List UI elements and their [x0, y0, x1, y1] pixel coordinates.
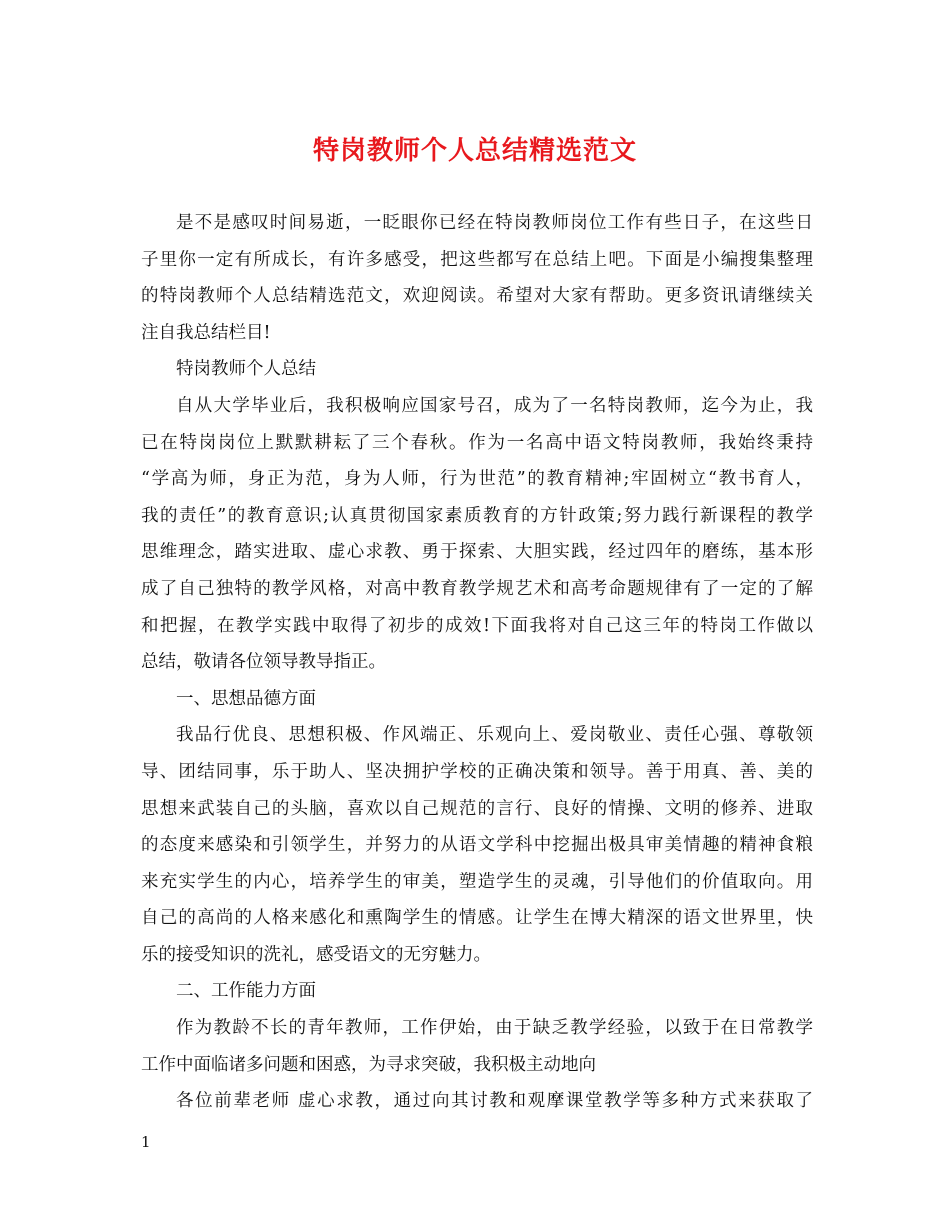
text-line: 是不是感叹时间易逝，一眨眼你已经在特岗教师岗位工作有些日子，在这些日 — [176, 213, 813, 233]
text-line: 已在特岗岗位上默默耕耘了三个春秋。作为一名高中语文特岗教师，我始终秉持 — [141, 432, 813, 453]
document-title: 特岗教师个人总结精选范文 — [312, 136, 637, 166]
text-line: 我的责任”的教育意识;认真贯彻国家素质教育的方针政策;努力践行新课程的教学 — [141, 505, 813, 526]
text-line: 来充实学生的内心，培养学生的审美，塑造学生的灵魂，引导他们的价值取向。用 — [141, 871, 813, 892]
text-line: 自己的高尚的人格来感化和熏陶学生的情感。让学生在博大精深的语文世界里，快 — [141, 908, 813, 929]
text-line: 成了自己独特的教学风格，对高中教育教学规艺术和高考命题规律有了一定的了解 — [141, 578, 813, 599]
text-line: 一、思想品德方面 — [176, 688, 316, 709]
text-line: 导、团结同事，乐于助人、坚决拥护学校的正确决策和领导。善于用真、善、美的 — [141, 761, 813, 782]
text-line: “学高为师，身正为范，身为人师，行为世范”的教育精神;牢固树立“教书育人， — [141, 469, 813, 490]
text-line: 作为教龄不长的青年教师，工作伊始，由于缺乏教学经验，以致于在日常教学 — [176, 1018, 813, 1039]
text-line: 注自我总结栏目! — [141, 322, 271, 343]
text-line: 思维理念，踏实进取、虚心求教、勇于探索、大胆实践，经过四年的磨练，基本形 — [141, 542, 813, 563]
page-number: 1 — [141, 1133, 151, 1151]
text-line: 总结，敬请各位领导教导指正。 — [141, 652, 386, 673]
text-line: 子里你一定有所成长，有许多感受，把这些都写在总结上吧。下面是小编搜集整理 — [141, 249, 813, 270]
document-body — [141, 205, 813, 1120]
text-line: 乐的接受知识的洗礼，感受语文的无穷魅力。 — [141, 944, 491, 965]
text-line: 自从大学毕业后，我积极响应国家号召，成为了一名特岗教师，迄今为止，我 — [176, 395, 813, 416]
text-line: 的态度来感染和引领学生，并努力的从语文学科中挖掘出极具审美情趣的精神食粮 — [141, 835, 813, 856]
text-line: 的特岗教师个人总结精选范文，欢迎阅读。希望对大家有帮助。更多资讯请继续关 — [141, 286, 813, 307]
text-line: 各位前辈老师 虚心求教，通过向其讨教和观摩课堂教学等多种方式来获取了 — [176, 1091, 813, 1112]
text-line: 工作中面临诸多问题和困惑，为寻求突破，我积极主动地向 — [141, 1054, 596, 1075]
text-line: 思想来武装自己的头脑，喜欢以自己规范的言行、良好的情操、文明的修养、进取 — [141, 798, 813, 819]
text-line: 特岗教师个人总结 — [176, 359, 316, 380]
text-line: 我品行优良、思想积极、作风端正、乐观向上、爱岗敬业、责任心强、尊敬领 — [176, 725, 813, 746]
text-line: 和把握，在教学实践中取得了初步的成效!下面我将对自己这三年的特岗工作做以 — [141, 615, 813, 636]
text-line: 二、工作能力方面 — [176, 981, 316, 1002]
